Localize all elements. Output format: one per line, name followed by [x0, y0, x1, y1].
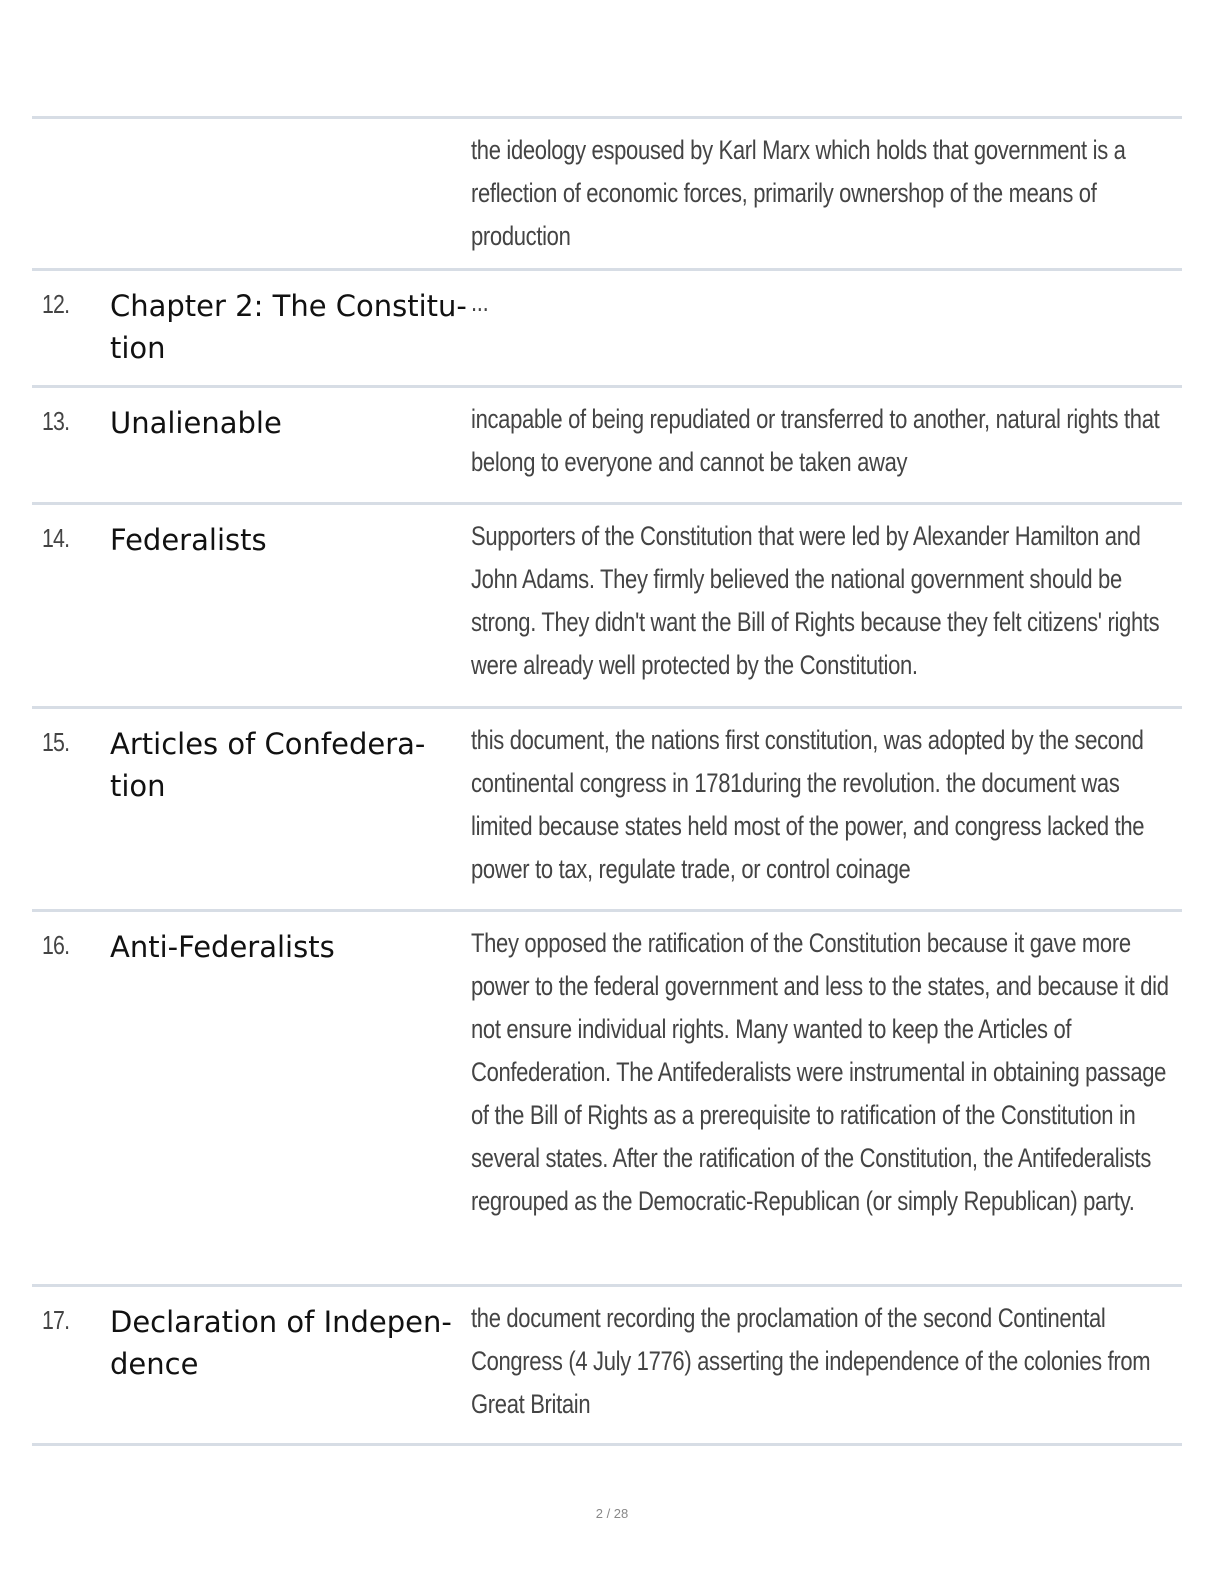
row-definition: [471, 119, 1171, 272]
row-definition: [471, 1287, 1171, 1440]
row-definition: [471, 709, 1171, 905]
row-number: 16.: [42, 930, 70, 960]
row-term: Articles of Confedera- tion: [110, 727, 426, 803]
row-term: Chapter 2: The Constitu- tion: [110, 289, 467, 365]
row-definition: [471, 271, 1171, 338]
row-number: 13.: [42, 406, 70, 436]
definition-text: incapable of being repudiated or transferred to another, natural rights that belong to everyone and cannot be taken away: [471, 404, 1160, 477]
row-definition: [471, 388, 1171, 498]
definition-text: this document, the nations first constitution, was adopted by the second continental congress in 1781during the revolution. the document was limited because states held most of the power, and congress lacked the power to tax, regulate trade, or control coinage: [471, 725, 1145, 884]
table-row: [32, 706, 1182, 909]
row-number: 12.: [42, 289, 70, 319]
table-row: [32, 502, 1182, 706]
definition-text: the ideology espoused by Karl Marx which holds that government is a reflection of economic forces, primarily ownershop of the means of production: [471, 135, 1126, 251]
page-indicator: 2 / 28: [595, 1506, 629, 1521]
table-row: [32, 116, 1182, 268]
table-row: [32, 1284, 1182, 1446]
row-term: Federalists: [110, 523, 267, 557]
row-number: 14.: [42, 523, 70, 553]
table-row: [32, 909, 1182, 1284]
definition-text: Supporters of the Constitution that were led by Alexander Hamilton and John Adams. They firmly believed the national government should be strong. They didn't want the Bill of Rights because they felt citizens' rights were already well protected by the Constitution.: [471, 521, 1160, 680]
row-definition: [471, 505, 1171, 701]
row-number: 15.: [42, 727, 70, 757]
definition-text: ...: [471, 287, 489, 317]
row-term: Unalienable: [110, 406, 282, 440]
flashcard-table: [32, 116, 1182, 1446]
row-definition: [471, 912, 1171, 1237]
definition-text: the document recording the proclamation of the second Continental Congress (4 July 1776) asserting the independence of the colonies from Great Britain: [471, 1303, 1151, 1419]
table-row: [32, 268, 1182, 385]
row-number: 17.: [42, 1305, 70, 1335]
table-row: [32, 385, 1182, 502]
row-term: Anti-Federalists: [110, 930, 335, 964]
row-term: Declaration of Indepen- dence: [110, 1305, 452, 1381]
definition-text: They opposed the ratification of the Constitution because it gave more power to the federal government and less to the states, and because it did not ensure individual rights. Many wanted to keep the Articles of Confederation. The Antifederalists were instrumental in obtaining passage of the Bill of Rights as a prerequisite to ratification of the Constitution in several states. After the ratification of the Constitution, the Antifederalists regrouped as the Democratic-Republican (or simply Republican) party.: [471, 928, 1169, 1216]
